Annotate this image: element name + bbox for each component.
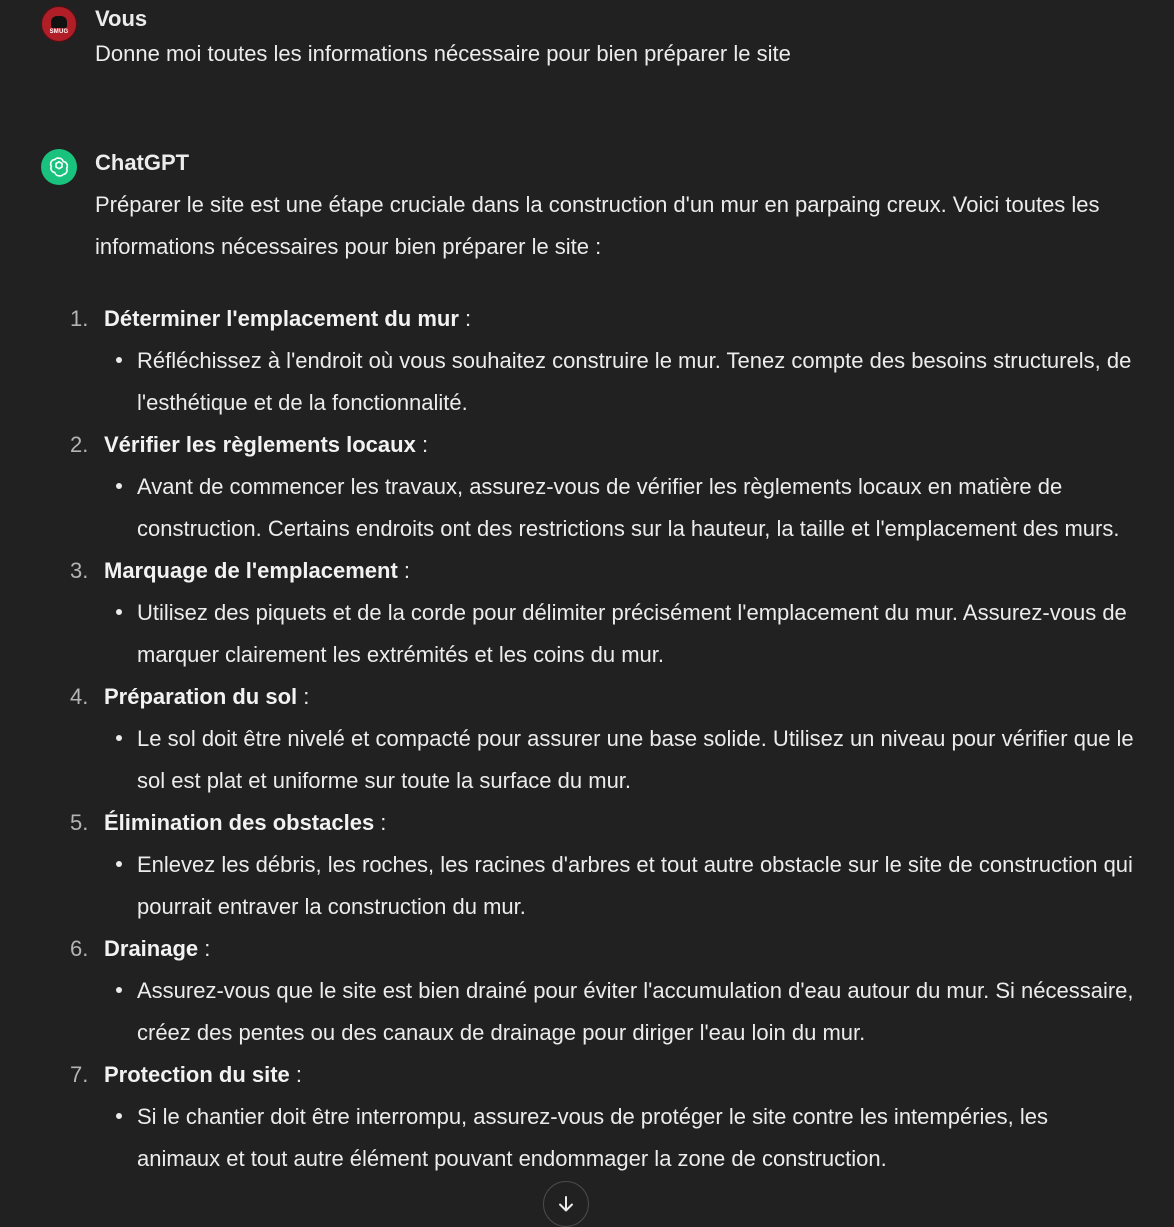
list-item xyxy=(0,1054,1174,1180)
step-detail: Réfléchissez à l'endroit où vous souhaitez construire le mur. Tenez compte des besoins structurels, de l'esthétique et de la fonctionnalité. xyxy=(0,340,1137,424)
list-item xyxy=(0,424,1174,550)
steps-list xyxy=(0,298,1174,1180)
step-title-suffix: : xyxy=(374,810,387,835)
step-heading xyxy=(0,928,1174,970)
step-number: 4. xyxy=(70,684,89,709)
step-heading xyxy=(0,676,1174,718)
step-heading xyxy=(0,1054,1174,1096)
step-title-suffix: : xyxy=(297,684,310,709)
openai-logo-icon xyxy=(47,155,71,179)
avatar-label: SMUG xyxy=(49,28,69,35)
step-title: Vérifier les règlements locaux xyxy=(104,432,416,457)
step-title-wrap xyxy=(104,550,410,592)
step-title: Marquage de l'emplacement xyxy=(104,558,398,583)
step-title-wrap xyxy=(104,676,309,718)
step-title: Déterminer l'emplacement du mur xyxy=(104,306,459,331)
step-heading xyxy=(0,298,1174,340)
step-number: 6. xyxy=(70,936,89,961)
list-item xyxy=(0,802,1174,928)
list-item xyxy=(0,928,1174,1054)
list-item xyxy=(0,676,1174,802)
step-title-wrap xyxy=(104,424,428,466)
user-message-text: Donne moi toutes les informations nécessaire pour bien préparer le site xyxy=(95,41,791,66)
step-heading xyxy=(0,424,1174,466)
step-number: 7. xyxy=(70,1062,89,1087)
step-title-suffix: : xyxy=(397,558,411,583)
step-title-wrap xyxy=(104,802,386,844)
assistant-author-name: ChatGPT xyxy=(95,150,190,175)
step-heading xyxy=(0,550,1174,592)
step-title: Protection du site xyxy=(104,1062,290,1087)
step-detail: Avant de commencer les travaux, assurez-vous de vérifier les règlements locaux en matière de construction. Certains endroits ont des restrictions sur la hauteur, la taille et l'emplacement des murs. xyxy=(0,466,1137,550)
step-number: 2. xyxy=(70,432,89,457)
step-title: Drainage xyxy=(104,936,199,961)
step-title-wrap xyxy=(104,1054,302,1096)
step-detail: Utilisez des piquets et de la corde pour délimiter précisément l'emplacement du mur. Assurez-vous de marquer clairement les extrémités et les coins du mur. xyxy=(0,592,1137,676)
chatgpt-avatar xyxy=(41,149,77,185)
step-title-suffix: : xyxy=(415,432,429,457)
step-title-wrap xyxy=(104,928,210,970)
step-detail: Assurez-vous que le site est bien drainé pour éviter l'accumulation d'eau autour du mur. Si nécessaire, créez des pentes ou des canaux de drainage pour diriger l'eau loin du mur. xyxy=(0,970,1137,1054)
step-detail: Si le chantier doit être interrompu, assurez-vous de protéger le site contre les intempéries, les animaux et tout autre élément pouvant endommager la zone de construction. xyxy=(0,1096,1137,1180)
step-number: 3. xyxy=(70,558,89,583)
step-title-suffix: : xyxy=(289,1062,303,1087)
step-title: Préparation du sol xyxy=(104,684,298,709)
step-title-wrap xyxy=(104,298,471,340)
step-detail: Enlevez les débris, les roches, les racines d'arbres et tout autre obstacle sur le site de construction qui pourrait entraver la construction du mur. xyxy=(0,844,1137,928)
lion-icon xyxy=(51,16,67,28)
step-heading xyxy=(0,802,1174,844)
user-author-name: Vous xyxy=(95,6,148,31)
list-item xyxy=(0,298,1174,424)
user-avatar[interactable] xyxy=(41,6,77,42)
step-number: 1. xyxy=(70,306,89,331)
arrow-down-icon xyxy=(556,1194,576,1214)
step-title-suffix: : xyxy=(458,306,472,331)
step-title: Élimination des obstacles xyxy=(104,810,375,835)
step-detail: Le sol doit être nivelé et compacté pour assurer une base solide. Utilisez un niveau pour vérifier que le sol est plat et uniforme sur toute la surface du mur. xyxy=(0,718,1137,802)
scroll-to-bottom-button[interactable] xyxy=(543,1181,589,1227)
step-number: 5. xyxy=(70,810,89,835)
list-item xyxy=(0,550,1174,676)
assistant-intro: Préparer le site est une étape cruciale dans la construction d'un mur en parpaing creux. Voici toutes les informations nécessaires pour bien préparer le site : xyxy=(95,192,1100,259)
step-title-suffix: : xyxy=(198,936,211,961)
